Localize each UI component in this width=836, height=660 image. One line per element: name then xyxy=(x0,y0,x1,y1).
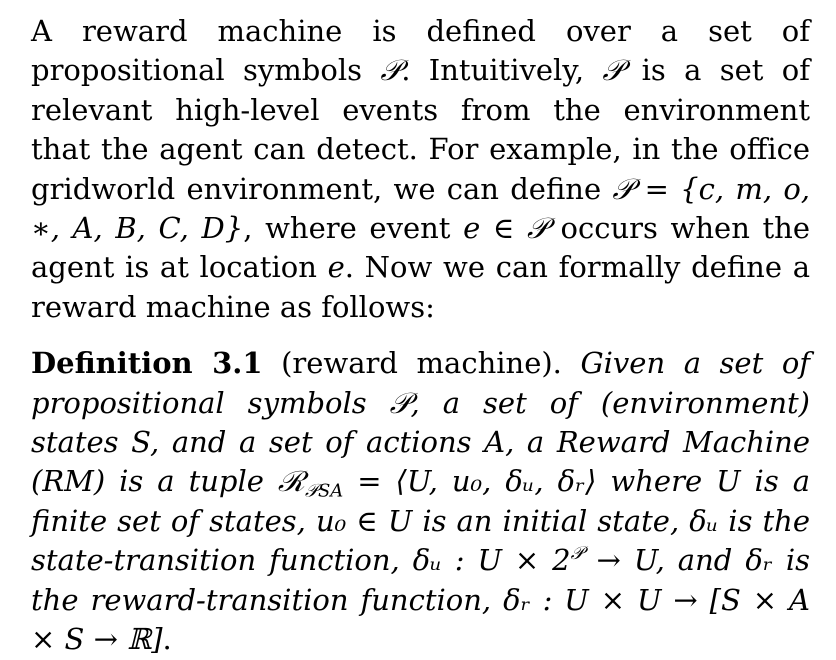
paragraph-reward-machine-intro xyxy=(31,12,810,327)
definition-3-1 xyxy=(31,344,810,659)
text-fragment: , a Reward Machine (RM) is a tuple xyxy=(31,425,811,499)
text-fragment: , and xyxy=(655,543,746,578)
math-set-definition: = {c, m, o, ∗, A, B, C, D} xyxy=(31,171,811,246)
text-fragment: , and a set of actions xyxy=(150,425,485,460)
text-fragment: occurs when the agent is at location xyxy=(31,211,810,285)
math-symbol-P: 𝒫 xyxy=(612,171,634,206)
text-fragment: Given a set of propositional symbols xyxy=(31,346,811,420)
math-symbol-P: 𝒫 xyxy=(602,53,624,88)
text-fragment: . Intuitively, xyxy=(401,53,603,88)
text-fragment: . Now we can formally define a reward machine as follows: xyxy=(31,250,810,324)
text-fragment: A reward machine is defined over a set of propositional symbols xyxy=(31,14,810,88)
math-reward-transition: δᵣ : U × U → [S × A × S → ℝ] xyxy=(31,582,810,657)
math-event-membership: e ∈ xyxy=(463,211,527,246)
text-fragment: is an initial state, xyxy=(412,503,690,538)
math-symbol-P: 𝒫 xyxy=(389,385,411,420)
math-state-transition-codomain: → U xyxy=(583,543,656,578)
math-symbol-P: 𝒫 xyxy=(526,211,548,246)
math-delta-r: δᵣ xyxy=(745,543,773,578)
text-fragment: is a finite set of states, xyxy=(31,464,810,538)
math-symbol-P: 𝒫 xyxy=(380,53,402,88)
text-fragment: , a set of (environment) states xyxy=(31,385,810,460)
text-fragment: is the state-transition function, xyxy=(31,503,810,578)
math-var-U: U xyxy=(716,464,741,499)
definition-note: (reward machine). xyxy=(262,346,562,381)
text-fragment: where xyxy=(596,464,717,499)
math-var-e: e xyxy=(327,250,345,285)
math-state-transition: δᵤ : U × 2 xyxy=(412,543,571,578)
math-var-S: S xyxy=(131,425,150,460)
math-subscript-PSA: 𝒫SA xyxy=(305,480,344,502)
paper-excerpt xyxy=(31,12,810,660)
math-tuple: = ⟨U, u₀, δᵤ, δᵣ⟩ xyxy=(343,464,597,499)
math-initial-state: u₀ ∈ U xyxy=(315,503,413,538)
definition-heading: Definition 3.1 xyxy=(31,346,263,381)
text-fragment: , where event xyxy=(243,211,464,246)
math-symbol-R: ℛ xyxy=(277,464,305,499)
math-delta-u: δᵤ xyxy=(689,503,719,538)
text-fragment: . xyxy=(162,622,172,657)
text-fragment: is the reward-transition function, xyxy=(31,543,810,617)
math-superscript-P: 𝒫 xyxy=(570,543,584,565)
math-var-A: A xyxy=(484,425,506,460)
text-fragment: is a set of relevant high-level events from the environment that the agent can detect. For example, in the office gridworld environment, we can define xyxy=(31,53,810,206)
